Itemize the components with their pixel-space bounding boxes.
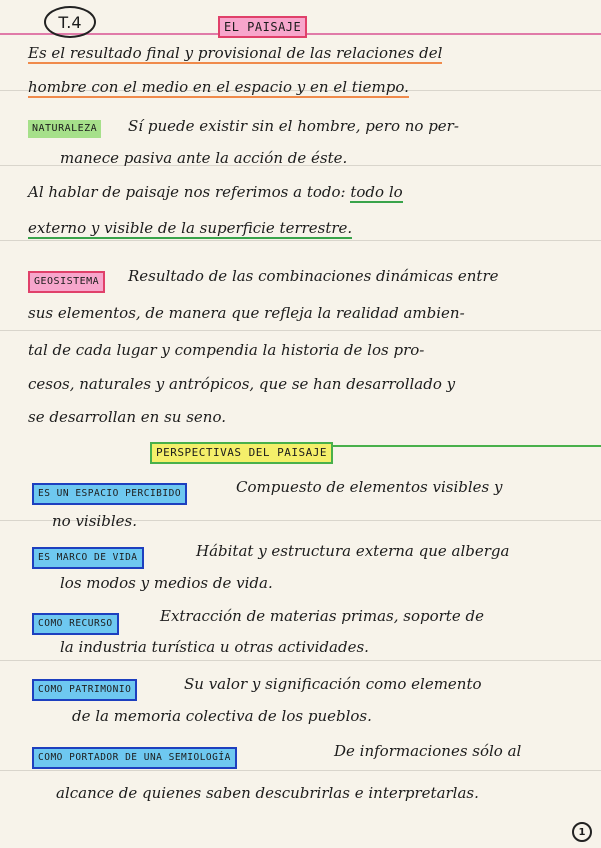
- perspectiva-3-line-1: Extracción de materias primas, soporte de: [160, 607, 484, 625]
- perspectiva-tag-2: ES MARCO DE VIDA: [32, 547, 144, 569]
- perspectivas-title: PERSPECTIVAS DEL PAISAJE: [150, 442, 333, 464]
- intro-line-1: [28, 44, 442, 62]
- perspectiva-1-line-2: no visibles.: [52, 512, 137, 530]
- perspectiva-5-line-1: De informaciones sólo al: [334, 742, 522, 760]
- naturaleza-line-2: manece pasiva ante la acción de éste.: [60, 149, 348, 167]
- topic-number: T.4: [58, 12, 82, 32]
- intro-text-2: hombre con el medio en el espacio y en el tiempo.: [28, 78, 409, 96]
- perspectiva-tag-5: COMO PORTADOR DE UNA SEMIOLOGÍA: [32, 747, 237, 769]
- naturaleza-line-1: Sí puede existir sin el hombre, pero no per-: [128, 117, 459, 135]
- perspectiva-2-line-2: los modos y medios de vida.: [60, 574, 273, 592]
- perspectiva-3-line-2: la industria turística u otras actividades.: [60, 638, 369, 656]
- perspectiva-5-line-2: alcance de quienes saben descubrirlas e interpretarlas.: [56, 784, 479, 802]
- perspectiva-2-line-1: Hábitat y estructura externa que alberga: [196, 542, 510, 560]
- naturaleza-line-4: [28, 219, 352, 237]
- page-number-text: 1: [578, 826, 586, 838]
- geosistema-line-5: se desarrollan en su seno.: [28, 408, 227, 426]
- geosistema-line-1: Resultado de las combinaciones dinámicas entre: [128, 267, 499, 285]
- geosistema-line-2: sus elementos, de manera que refleja la realidad ambien-: [28, 304, 465, 322]
- ruled-line: [0, 660, 601, 661]
- perspectiva-4-line-1: Su valor y significación como elemento: [184, 675, 482, 693]
- ruled-line: [0, 330, 601, 331]
- perspectiva-4-line-2: de la memoria colectiva de los pueblos.: [72, 707, 372, 725]
- geosistema-tag: GEOSISTEMA: [28, 271, 105, 293]
- topic-number-badge: [44, 6, 96, 38]
- intro-text-1: Es el resultado final y provisional de las relaciones del: [28, 44, 443, 62]
- perspectiva-tag-1: ES UN ESPACIO PERCIBIDO: [32, 483, 187, 505]
- intro-line-2: [28, 78, 409, 96]
- naturaleza-text-3: Al hablar de paisaje nos referimos a todo:: [28, 183, 346, 201]
- ruled-line: [0, 770, 601, 771]
- perspectiva-tag-4: COMO PATRIMONIO: [32, 679, 137, 701]
- naturaleza-tag: NATURALEZA: [28, 120, 101, 138]
- page-title: EL PAISAJE: [218, 16, 307, 38]
- ruled-line: [0, 240, 601, 241]
- page-number: [572, 822, 592, 842]
- geosistema-line-4: cesos, naturales y antrópicos, que se han desarrollado y: [28, 375, 456, 393]
- naturaleza-text-4: externo y visible de la superficie terrestre.: [28, 219, 353, 237]
- naturaleza-underlined: todo lo: [350, 183, 403, 201]
- perspectiva-1-line-1: Compuesto de elementos visibles y: [236, 478, 503, 496]
- perspectiva-tag-3: COMO RECURSO: [32, 613, 119, 635]
- geosistema-line-3: tal de cada lugar y compendia la historia de los pro-: [28, 341, 425, 359]
- naturaleza-line-3: [28, 183, 403, 201]
